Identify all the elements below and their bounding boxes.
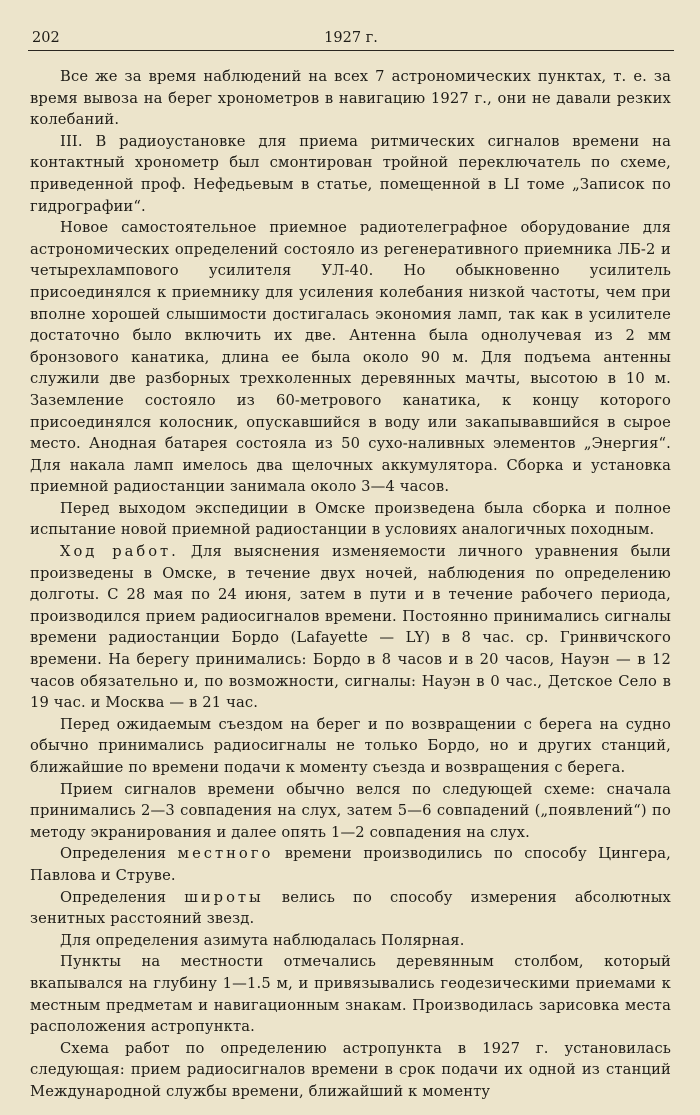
spaced-emphasis: широты: [184, 888, 264, 906]
paragraph-text: Для выяснения изменяемости личного уравнения были произведены в Омске, в течение двух ночей, наблюдения по определению долготы. С 28 мая по 24 июня, затем в пути и в течение рабочего периода, производился прием радиосигналов времени. Постоянно принимались сигналы времени радиостанции Бордо (Lafayette — LY) в 8 час. ср. Гринвичского времени. На берегу принимались: Бордо в 8 часов и в 20 часов, Науэн — в 12 часов обязательно и, по возможности, сигналы: Науэн в 0 час., Детское Село в 19 час. и Москва — в 21 час.: [30, 543, 671, 712]
header-year: 1927 г.: [324, 30, 378, 46]
running-header: [28, 30, 674, 51]
paragraph: [30, 541, 671, 714]
paragraph: [30, 843, 671, 886]
body-text: [30, 66, 671, 1103]
paragraph: Схема работ по определению астропункта в 1927 г. установилась следующая: прием радиосигналов времени в срок подачи их одной из станций Международной службы времени, ближайший к моменту: [30, 1039, 671, 1100]
spaced-emphasis: местного: [177, 845, 274, 863]
paragraph: [30, 887, 671, 930]
paragraph: Перед ожидаемым съездом на берег и по возвращении с берега на судно обычно принимались радиосигналы не только Бордо, но и других станций, ближайшие по времени подачи к моменту съезда и возвращения с берега.: [30, 715, 671, 776]
page-number: 202: [32, 30, 60, 46]
paragraph: Для определения азимута наблюдалась Полярная.: [60, 931, 465, 949]
paragraph: Все же за время наблюдений на всех 7 астрономических пунктах, т. е. за время вывоза на берег хронометров в навигацию 1927 г., они не давали резких колебаний.: [30, 68, 671, 129]
paragraph: Пункты на местности отмечались деревянным столбом, который вкапывался на глубину 1—1.5 м, и привязывались геодезическими приемами к местным предметам и навигационным знакам. Производилась зарисовка места расположения астропункта.: [30, 953, 671, 1036]
section-lead-heading: Ход работ.: [60, 543, 179, 561]
paragraph: Новое самостоятельное приемное радиотелеграфное оборудование для астрономических определений состояло из регенеративного приемника ЛБ-2 и четырехлампового усилителя УЛ-40. Но обыкновенно усилитель присоединялся к приемнику для усиления колебания низкой частоты, чем при вполне хорошей слышимости достигалась экономия ламп, так как в усилителе достаточно было включить их две. Антенна была однолучевая из 2 мм бронзового канатика, длина ее была около 90 м. Для подъема антенны служили две разборных трехколенных деревянных мачты, высотою в 10 м. Заземление состояло из 60-метрового канатика, к концу которого присоединялся колосник, опускавшийся в воду или закапывавшийся в сырое место. Анодная батарея состояла из 50 сухо-наливных элементов „Энергия“. Для накала ламп имелось два щелочных аккумулятора. Сборка и установка приемной радиостанции занимала около 3—4 часов.: [30, 219, 671, 496]
paragraph-text: Определения: [60, 888, 185, 906]
paragraph: Прием сигналов времени обычно велся по следующей схеме: сначала принимались 2—3 совпадения на слух, затем 5—6 совпадений („появлений“) по методу экранирования и далее опять 1—2 совпадения на слух.: [30, 780, 671, 841]
paragraph: Перед выходом экспедиции в Омске произведена была сборка и полное испытание новой приемной радиостанции в условиях аналогичных походным.: [30, 499, 671, 539]
paragraph-text: времени производились по способу Цингера, Павлова и Струве.: [30, 845, 672, 884]
paragraph-text: велись по способу измерения абсолютных зенитных расстояний звезд.: [30, 888, 671, 928]
paragraph: III. В радиоустановке для приема ритмических сигналов времени на контактный хронометр был смонтирован тройной переключатель по схеме, приведенной проф. Нефедьевым в статье, помещенной в LI томе „Записок по гидрографии“.: [30, 132, 671, 215]
paragraph-text: Определения: [60, 845, 178, 863]
